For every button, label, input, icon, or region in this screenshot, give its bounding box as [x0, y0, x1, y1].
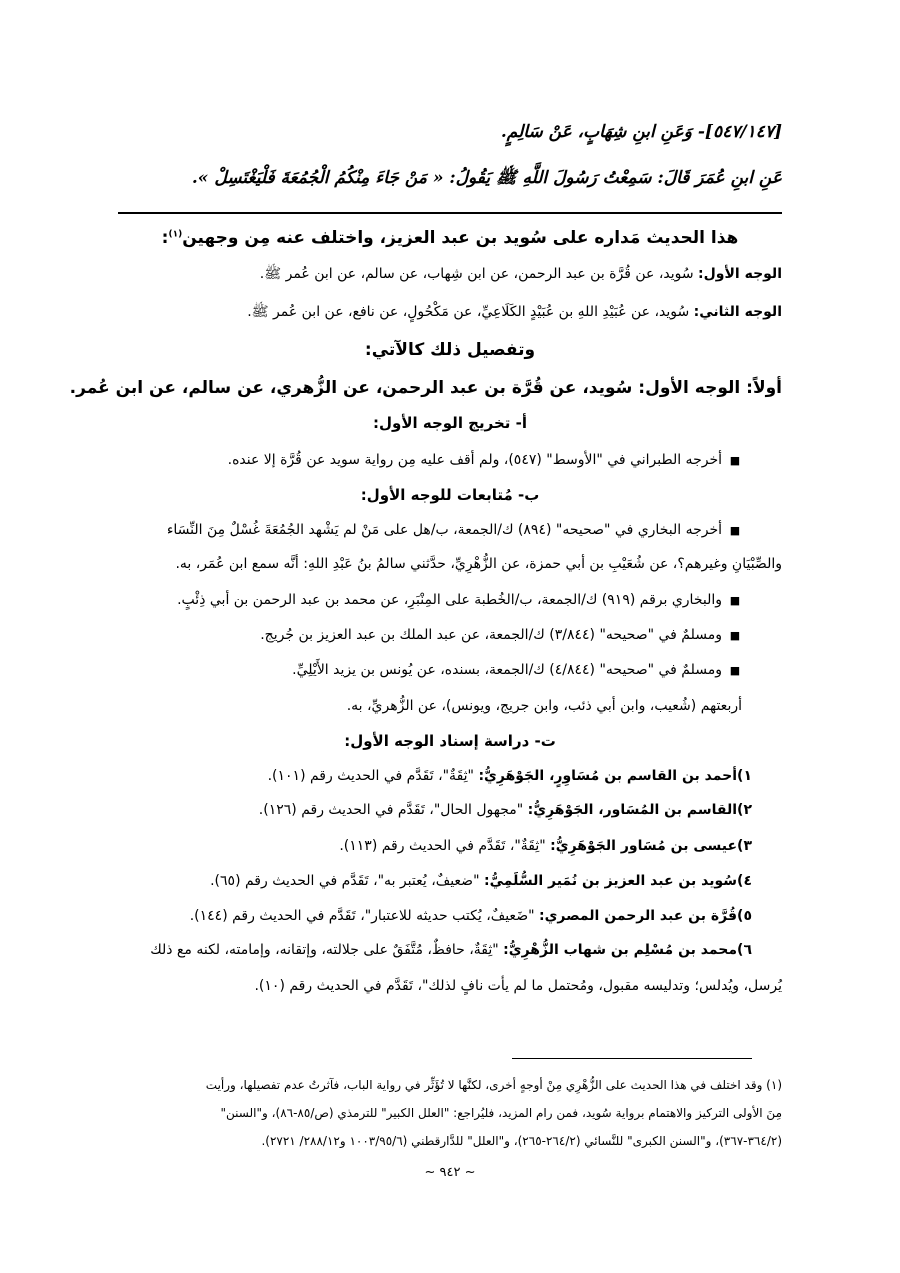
narrator-2	[118, 802, 752, 819]
narrator-number: ٣)	[737, 838, 752, 854]
narrator-name: أحمد بن القاسم بن مُسَاوِرٍ، الجَوْهَرِيُّ:	[478, 768, 738, 784]
hadith-line-2: عَنِ ابنِ عُمَرَ قَالَ: سَمِعْتُ رَسُولَ اللَّهِ ﷺ يَقُولُ: « مَنْ جَاءَ مِنْكُمُ الْجُمُعَةَ فَلْيَغْتَسِلْ ».	[191, 168, 782, 188]
narrator-desc: "ضعيفٌ، يُعتبر به"، تَقَدَّم في الحديث رقم (٦٥).	[210, 873, 484, 889]
footnote-divider	[512, 1058, 752, 1059]
narrator-desc: "ثِقَةٌ"، تَقَدَّم في الحديث رقم (١١٣).	[339, 838, 551, 854]
hadith-line-1: [٥٤٧/١٤٧]- وَعَنِ ابنِ شِهَابٍ، عَنْ سَالِمٍ.	[500, 122, 782, 142]
wajh-1-label: الوجه الأول:	[698, 266, 782, 282]
a-bullet	[118, 452, 742, 469]
narrator-desc: "ثِقَةٌ"، تَقَدَّم في الحديث رقم (١٠١).	[267, 768, 479, 784]
narrator-6-cont: يُرسل، ويُدلس؛ وتدليسه مقبول، ومُحتمل ما لم يأت نافٍ لذلك"، تَقَدَّم في الحديث رقم (١٠).	[254, 978, 782, 994]
sub-heading-a: أ- تخريج الوجه الأول:	[373, 414, 527, 432]
b-bullet-3	[118, 627, 742, 644]
b-bullet-4-text: ومسلمٌ في "صحيحه" (٤/٨٤٤) ك/الجمعة، بسنده، عن يُونس بن يزيد الأَيْلِيِّ.	[292, 662, 722, 678]
narrator-name: عيسى بن مُسَاور الجَوْهَرِيُّ:	[550, 838, 738, 854]
footnote-marker: (١)	[168, 229, 183, 240]
narrator-5	[118, 908, 752, 925]
intro-heading-colon: :	[161, 228, 169, 248]
top-divider	[118, 212, 782, 214]
narrator-number: ١)	[737, 768, 752, 784]
tafsil-heading: وتفصيل ذلك كالآتي:	[364, 340, 536, 360]
a-bullet-text: أخرجه الطبراني في "الأوسط" (٥٤٧)، ولم أقف عليه مِن رواية سويد عن قُرَّة إلا عنده.	[227, 452, 722, 468]
narrator-desc: "ضَعيفٌ، يُكتب حديثه للاعتبار"، تَقَدَّم في الحديث رقم (١٤٤).	[189, 908, 539, 924]
narrator-name: محمد بن مُسْلِم بن شهاب الزُّهْرِيُّ:	[503, 942, 738, 958]
bullet-icon: ■	[729, 454, 741, 467]
section-1-heading: أولاً: الوجه الأول: سُويد، عن قُرَّة بن عبد الرحمن، عن الزُّهري، عن سالم، عن ابن عُمر.	[69, 378, 782, 398]
bullet-icon: ■	[729, 524, 741, 537]
narrator-4	[118, 873, 752, 890]
wajh-2-text: سُويد، عن عُبَيْدِ اللهِ بن عُبَيْدٍ الكَلَاعِيِّ، عن مَكْحُولٍ، عن نافع، عن ابن عُمر ﷺ.	[247, 304, 694, 320]
narrator-number: ٢)	[737, 802, 752, 818]
wajh-1-text: سُويد، عن قُرَّة بن عبد الرحمن، عن ابن شِهاب، عن سالم، عن ابن عُمر ﷺ.	[259, 266, 699, 282]
wajh-1	[118, 266, 782, 283]
sub-heading-c: ت- دراسة إسناد الوجه الأول:	[344, 732, 556, 750]
footnote-line-1: (١) وقد اختلف في هذا الحديث على الزُّهْرِي مِنْ أوجهٍ أخرى، لكنَّها لا تُؤَثِّر في رواية الباب، فآثرتُ عدم تفصيلها، ورأيت	[205, 1078, 782, 1092]
page-number: ~ ٩٤٢ ~	[424, 1165, 476, 1180]
bullet-icon: ■	[729, 629, 741, 642]
bullet-icon: ■	[729, 594, 741, 607]
narrator-name: القاسم بن المُسَاور، الجَوْهَرِيُّ:	[527, 802, 738, 818]
b-summary: أربعتهم (شُعيب، وابن أبي ذئب، وابن جريج، ويونس)، عن الزُّهريِّ، به.	[346, 698, 742, 714]
wajh-2	[118, 304, 782, 321]
b-bullet-2	[118, 592, 742, 609]
narrator-name: قُرَّة بن عبد الرحمن المصري:	[538, 908, 738, 924]
narrator-number: ٦)	[737, 942, 752, 958]
narrator-number: ٥)	[737, 908, 752, 924]
narrator-name: سُويد بن عبد العزيز بن نُمَير السُّلَمِيُّ:	[483, 873, 738, 889]
footnote-line-3: (٣٦٤/٢-٣٦٧)، و"السنن الكبرى" للنَّسائي (٢٦٤/٢-٢٦٥)، و"العلل" للدَّارقطني (١٠٠٣/٩٥/٦ و٢٨٨/١٢/ ٢٧٢١).	[261, 1134, 782, 1148]
b-bullet-1	[118, 522, 742, 539]
narrator-6	[118, 942, 752, 959]
intro-heading	[118, 228, 782, 248]
narrator-1	[118, 768, 752, 785]
b-bullet-4	[118, 662, 742, 679]
bullet-icon: ■	[729, 664, 741, 677]
b-bullet-3-text: ومسلمٌ في "صحيحه" (٣/٨٤٤) ك/الجمعة، عن عبد الملك بن عبد العزيز بن جُريج.	[260, 627, 722, 643]
sub-heading-b: ب- مُتابعات للوجه الأول:	[360, 486, 540, 504]
b-bullet-2-text: والبخاري برقم (٩١٩) ك/الجمعة، ب/الخُطبة على المِنْبَرِ، عن محمد بن عبد الرحمن بن أبي ذِئْبٍ.	[177, 592, 722, 608]
wajh-2-label: الوجه الثاني:	[693, 304, 782, 320]
narrator-desc: "مجهول الحال"، تَقَدَّم في الحديث رقم (١٢٦).	[258, 802, 528, 818]
narrator-desc: "ثِقَةٌ، حافظٌ، مُتَّفَقٌ على جلالته، وإتقانه، وإمامته، لكنه مع ذلك	[150, 942, 504, 958]
footnote-line-2: مِنَ الأولى التركيز والاهتمام برواية سُويد، فمن رام المزيد، فليُراجع: "العلل الكبير" للترمذي (ص/٨٥-٨٦)، و"السنن"	[220, 1106, 782, 1120]
intro-heading-text: هذا الحديث مَداره على سُويد بن عبد العزيز، واختلف عنه مِن وجهين	[182, 228, 739, 248]
narrator-3	[118, 838, 752, 855]
narrator-number: ٤)	[737, 873, 752, 889]
b-bullet-1-text: أخرجه البخاري في "صحيحه" (٨٩٤) ك/الجمعة، ب/هل على مَنْ لم يَشْهد الجُمُعَةَ غُسْلٌ مِنَ النِّسَاء	[166, 522, 722, 538]
b-bullet-1-cont: والصِّبْيَانِ وغيرهم؟، عن شُعَيْبِ بن أبي حمزة، عن الزُّهْرِيِّ، حدَّثني سالمُ بنُ عَبْدِ اللهِ: أنَّه سمع ابن عُمَر، به.	[175, 556, 782, 572]
